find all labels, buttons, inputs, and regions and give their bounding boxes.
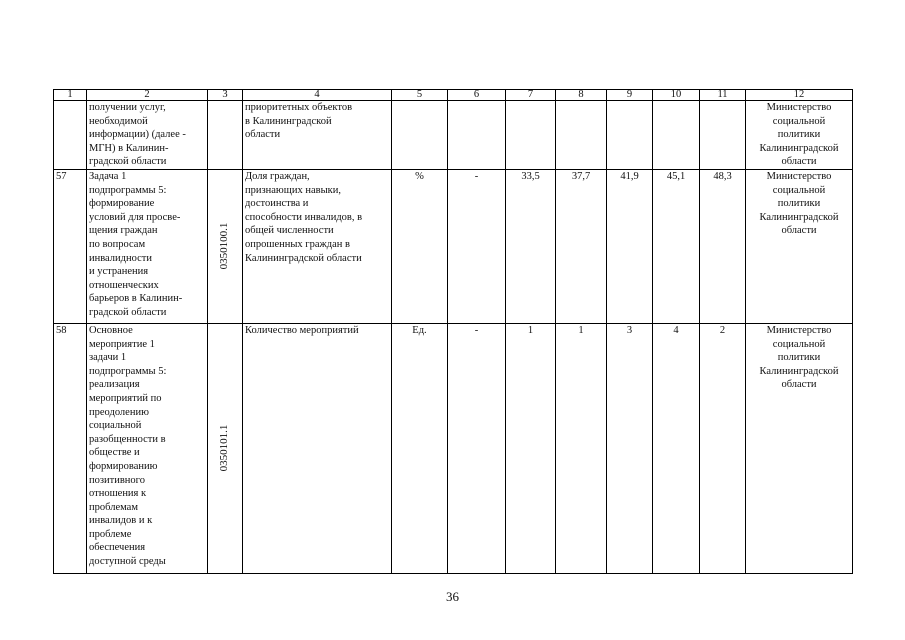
executor-cell: Министерство социальной политики Калининградской области (746, 169, 853, 323)
header-cell: 5 (392, 90, 448, 101)
value-cell: 4 (653, 323, 700, 573)
value-cell: 45,1 (653, 169, 700, 323)
value-cell: 41,9 (607, 169, 653, 323)
code-text: 0350100.1 (218, 223, 231, 270)
unit-cell: Ед. (392, 323, 448, 573)
page-number: 36 (446, 589, 459, 604)
table-row (54, 323, 853, 573)
code-cell (208, 101, 243, 170)
value-cell: - (448, 169, 506, 323)
value-cell: 1 (506, 323, 556, 573)
header-cell: 11 (700, 90, 746, 101)
value-cell: 33,5 (506, 169, 556, 323)
code-cell (208, 323, 243, 573)
unit-cell (392, 101, 448, 170)
value-cell (506, 101, 556, 170)
executor-cell: Министерство социальной политики Калининградской области (746, 323, 853, 573)
header-cell: 8 (556, 90, 607, 101)
header-cell: 9 (607, 90, 653, 101)
value-cell (448, 101, 506, 170)
header-cell: 12 (746, 90, 853, 101)
header-cell: 6 (448, 90, 506, 101)
value-cell (556, 101, 607, 170)
header-cell: 10 (653, 90, 700, 101)
value-cell: 1 (556, 323, 607, 573)
value-cell: 37,7 (556, 169, 607, 323)
header-cell: 2 (87, 90, 208, 101)
program-indicators-table (53, 89, 853, 574)
indicator-name: Количество мероприятий (243, 323, 392, 573)
value-cell: - (448, 323, 506, 573)
value-cell (607, 101, 653, 170)
column-number-row (54, 90, 853, 101)
indicator-name: Доля граждан, признающих навыки, достоинства и способности инвалидов, в общей численности опрошенных граждан в Калининградской области (243, 169, 392, 323)
task-name: Задача 1 подпрограммы 5: формирование условий для просве- щения граждан по вопросам инвалидности и устранения отношенческих барьеров в Калинин- градской области (87, 169, 208, 323)
value-cell (653, 101, 700, 170)
value-cell: 2 (700, 323, 746, 573)
header-cell: 3 (208, 90, 243, 101)
value-cell: 48,3 (700, 169, 746, 323)
header-cell: 1 (54, 90, 87, 101)
row-number: 57 (54, 169, 87, 323)
table-row (54, 101, 853, 170)
table-row (54, 169, 853, 323)
value-cell (700, 101, 746, 170)
indicator-name: приоритетных объектов в Калининградской области (243, 101, 392, 170)
value-cell: 3 (607, 323, 653, 573)
header-cell: 7 (506, 90, 556, 101)
task-name: получении услуг, необходимой информации) (далее - МГН) в Калинин- градской области (87, 101, 208, 170)
executor-cell: Министерство социальной политики Калининградской области (746, 101, 853, 170)
task-name: Основное мероприятие 1 задачи 1 подпрограммы 5: реализация мероприятий по преодолению социальной разобщенности в обществе и формированию позитивного отношения к проблемам инвалидов и к проблеме обеспечения доступной среды (87, 323, 208, 573)
row-number: 58 (54, 323, 87, 573)
code-text: 0350101.1 (218, 425, 231, 472)
row-number (54, 101, 87, 170)
header-cell: 4 (243, 90, 392, 101)
code-cell (208, 169, 243, 323)
unit-cell: % (392, 169, 448, 323)
